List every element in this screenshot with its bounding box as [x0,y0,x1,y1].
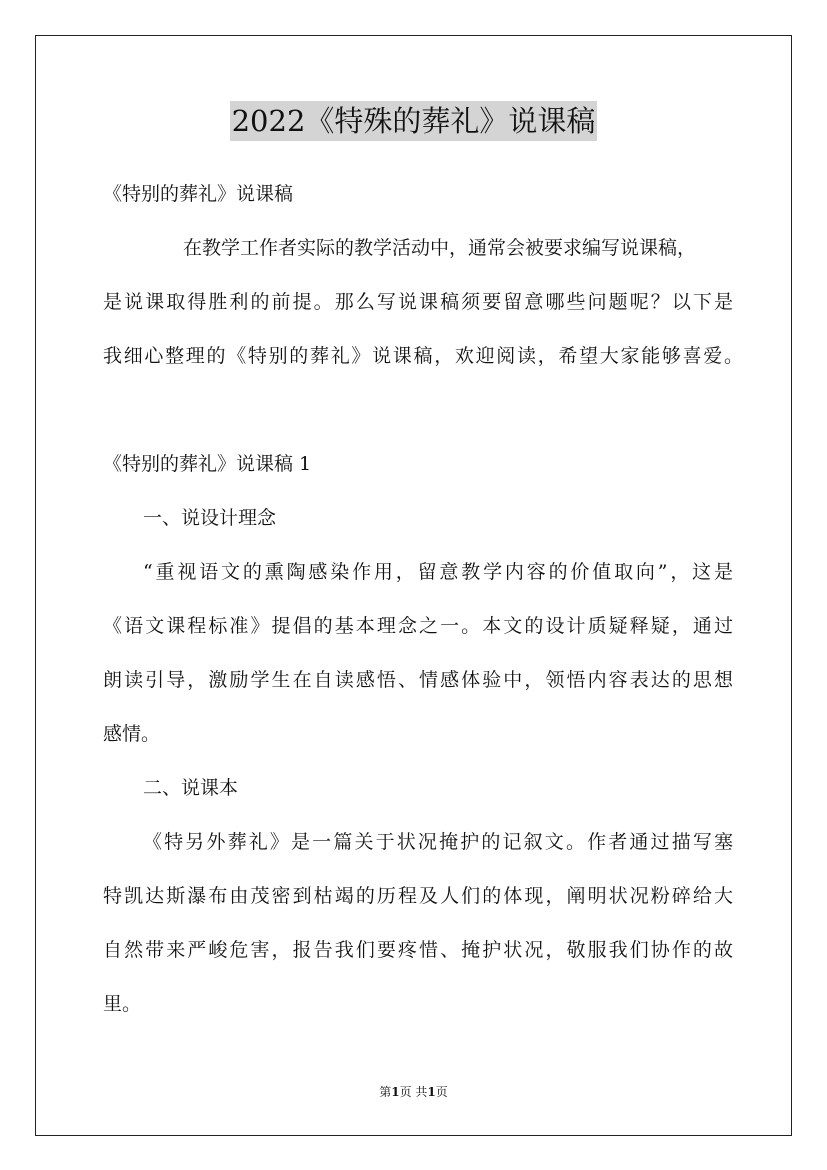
intro-line-3: 我细心整理的《特别的葬礼》说课稿，欢迎阅读，希望大家能够喜爱。 [103,345,743,367]
para2-line-4: 里。 [103,993,142,1015]
heading-design-concept: 一、说设计理念 [143,507,277,529]
intro-line-1: 在教学工作者实际的教学活动中，通常会被要求编写说课稿， [183,237,697,259]
section-heading: 《特别的葬礼》说课稿 1 [103,453,312,475]
para2-line-2: 特凯达斯瀑布由茂密到枯竭的历程及人们的体现，阐明状况粉碎给大 [103,885,733,907]
page-title: 2022《特殊的葬礼》说课稿 [230,101,598,141]
para1-line-4: 感情。 [103,723,161,745]
title-container [0,101,827,141]
para1-line-1: “重视语文的熏陶感染作用，留意教学内容的价值取向”，这是 [143,561,733,583]
footer-page-number: 1 [391,1085,400,1099]
footer-mid: 页 共 [399,1085,428,1099]
para1-line-3: 朗读引导，激励学生在自读感悟、情感体验中，领悟内容表达的思想 [103,669,733,691]
footer-suffix: 页 [435,1085,448,1099]
heading-textbook: 二、说课本 [143,777,239,799]
para2-line-3: 自然带来严峻危害，报告我们要疼惜、掩护状况，敬服我们协作的故 [103,939,733,961]
para1-line-2: 《语文课程标准》提倡的基本理念之一。本文的设计质疑释疑，通过 [103,615,733,637]
subtitle-line: 《特别的葬礼》说课稿 [103,183,294,205]
intro-line-2: 是说课取得胜利的前提。那么写说课稿须要留意哪些问题呢？以下是 [103,291,733,313]
footer-total-pages: 1 [427,1085,436,1099]
footer-prefix: 第 [379,1085,392,1099]
page-footer [0,1083,827,1100]
para2-line-1: 《特另外葬礼》是一篇关于状况掩护的记叙文。作者通过描写塞 [143,831,733,853]
